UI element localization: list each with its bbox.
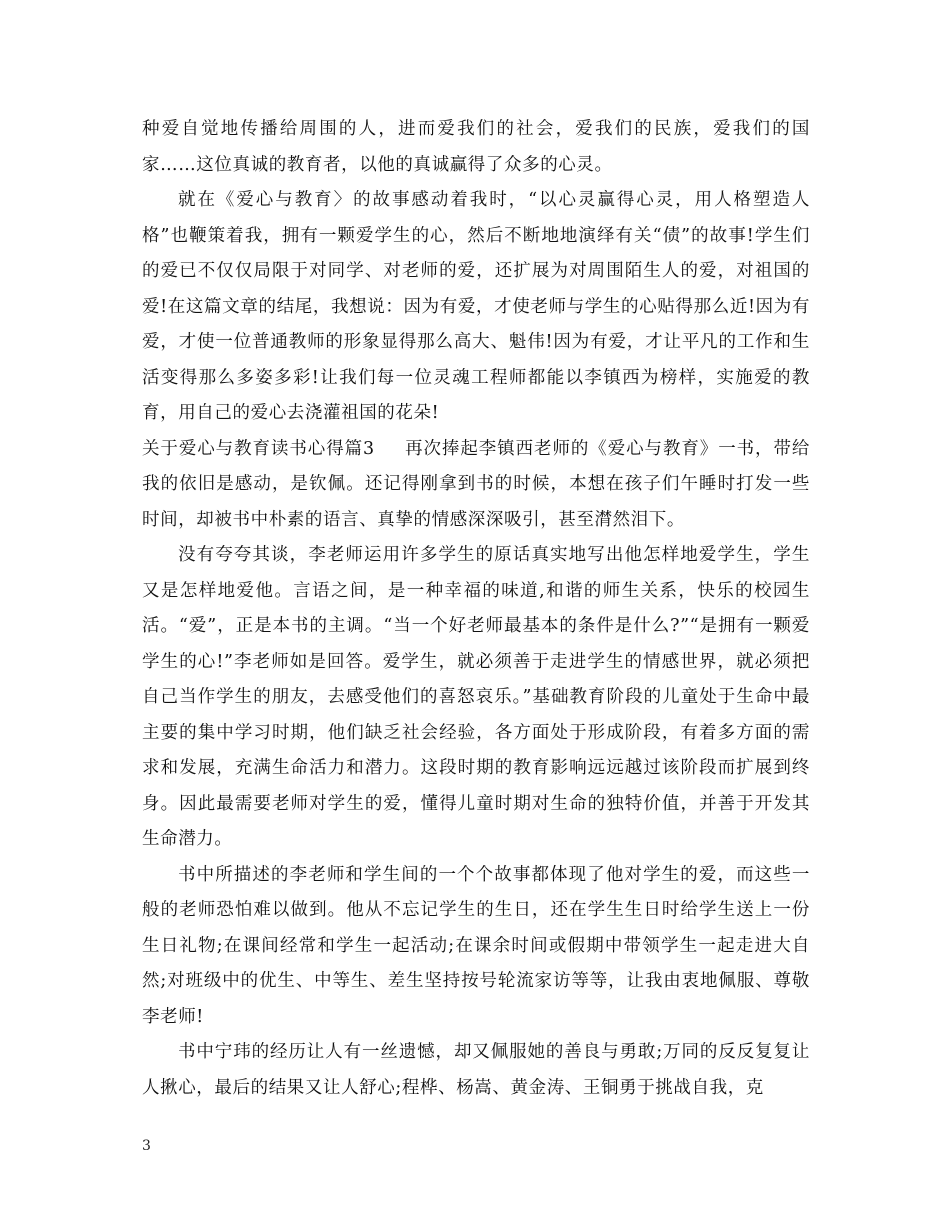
document-body	[142, 112, 810, 1106]
paragraph-student-stories: 书中宁玮的经历让人有一丝遗憾，却又佩服她的善良与勇敢;万同的反反复复让人揪心，最后的结果又让人舒心;程桦、杨嵩、黄金涛、王铜勇于挑战自我，克	[142, 1042, 810, 1098]
section-heading: 关于爱心与教育读书心得篇3	[142, 438, 375, 459]
section-intro-paragraph	[142, 432, 810, 539]
page-number: 3	[142, 1138, 151, 1154]
section-intro-text: 再次捧起李镇西老师的《爱心与教育》一书，带给我的依旧是感动，是钦佩。还记得刚拿到书的时候，本想在孩子们午睡时打发一些时间，却被书中朴素的语言、真挚的情感深深吸引，甚至潸然泪下。	[142, 438, 810, 530]
paragraph-love-theme: 没有夸夸其谈，李老师运用许多学生的原话真实地写出他怎样地爱学生，学生又是怎样地爱他。言语之间，是一种幸福的味道,和谐的师生关系，快乐的校园生活。“爱”，正是本书的主调。“当一个好老师最基本的条件是什么?”“是拥有一颗爱学生的心!”李老师如是回答。爱学生，就必须善于走进学生的情感世界，就必须把自己当作学生的朋友，去感受他们的喜怒哀乐。”基础教育阶段的儿童处于生命中最主要的集中学习时期，他们缺乏社会经验，各方面处于形成阶段，有着多方面的需求和发展，充满生命活力和潜力。这段时期的教育影响远远越过该阶段而扩展到终身。因此最需要老师对学生的爱，懂得儿童时期对生命的独特价值，并善于开发其生命潜力。	[142, 545, 810, 849]
paragraph-conclusion: 就在《爱心与教育〉的故事感动着我时，“以心灵赢得心灵，用人格塑造人格”也鞭策着我，拥有一颗爱学生的心，然后不断地地演绎有关“债”的故事!学生们的爱已不仅仅局限于对同学、对老师的爱，还扩展为对周围陌生人的爱，对祖国的爱!在这篇文章的结尾，我想说：因为有爱，才使老师与学生的心贴得那么近!因为有爱，才使一位普通教师的形象显得那么高大、魁伟!因为有爱，才让平凡的工作和生活变得那么多姿多彩!让我们每一位灵魂工程师都能以李镇西为榜样，实施爱的教育，用自己的爱心去浇灌祖国的花朵!	[142, 190, 810, 423]
paragraph-teacher-stories: 书中所描述的李老师和学生间的一个个故事都体现了他对学生的爱，而这些一般的老师恐怕难以做到。他从不忘记学生的生日，还在学生生日时给学生送上一份生日礼物;在课间经常和学生一起活动;在课余时间或假期中带领学生一起走进大自然;对班级中的优生、中等生、差生坚持按号轮流家访等等，让我由衷地佩服、尊敬李老师!	[142, 864, 810, 1027]
paragraph-continuation: 种爱自觉地传播给周围的人，进而爱我们的社会，爱我们的民族，爱我们的国家……这位真诚的教育者，以他的真诚赢得了众多的心灵。	[142, 119, 810, 175]
